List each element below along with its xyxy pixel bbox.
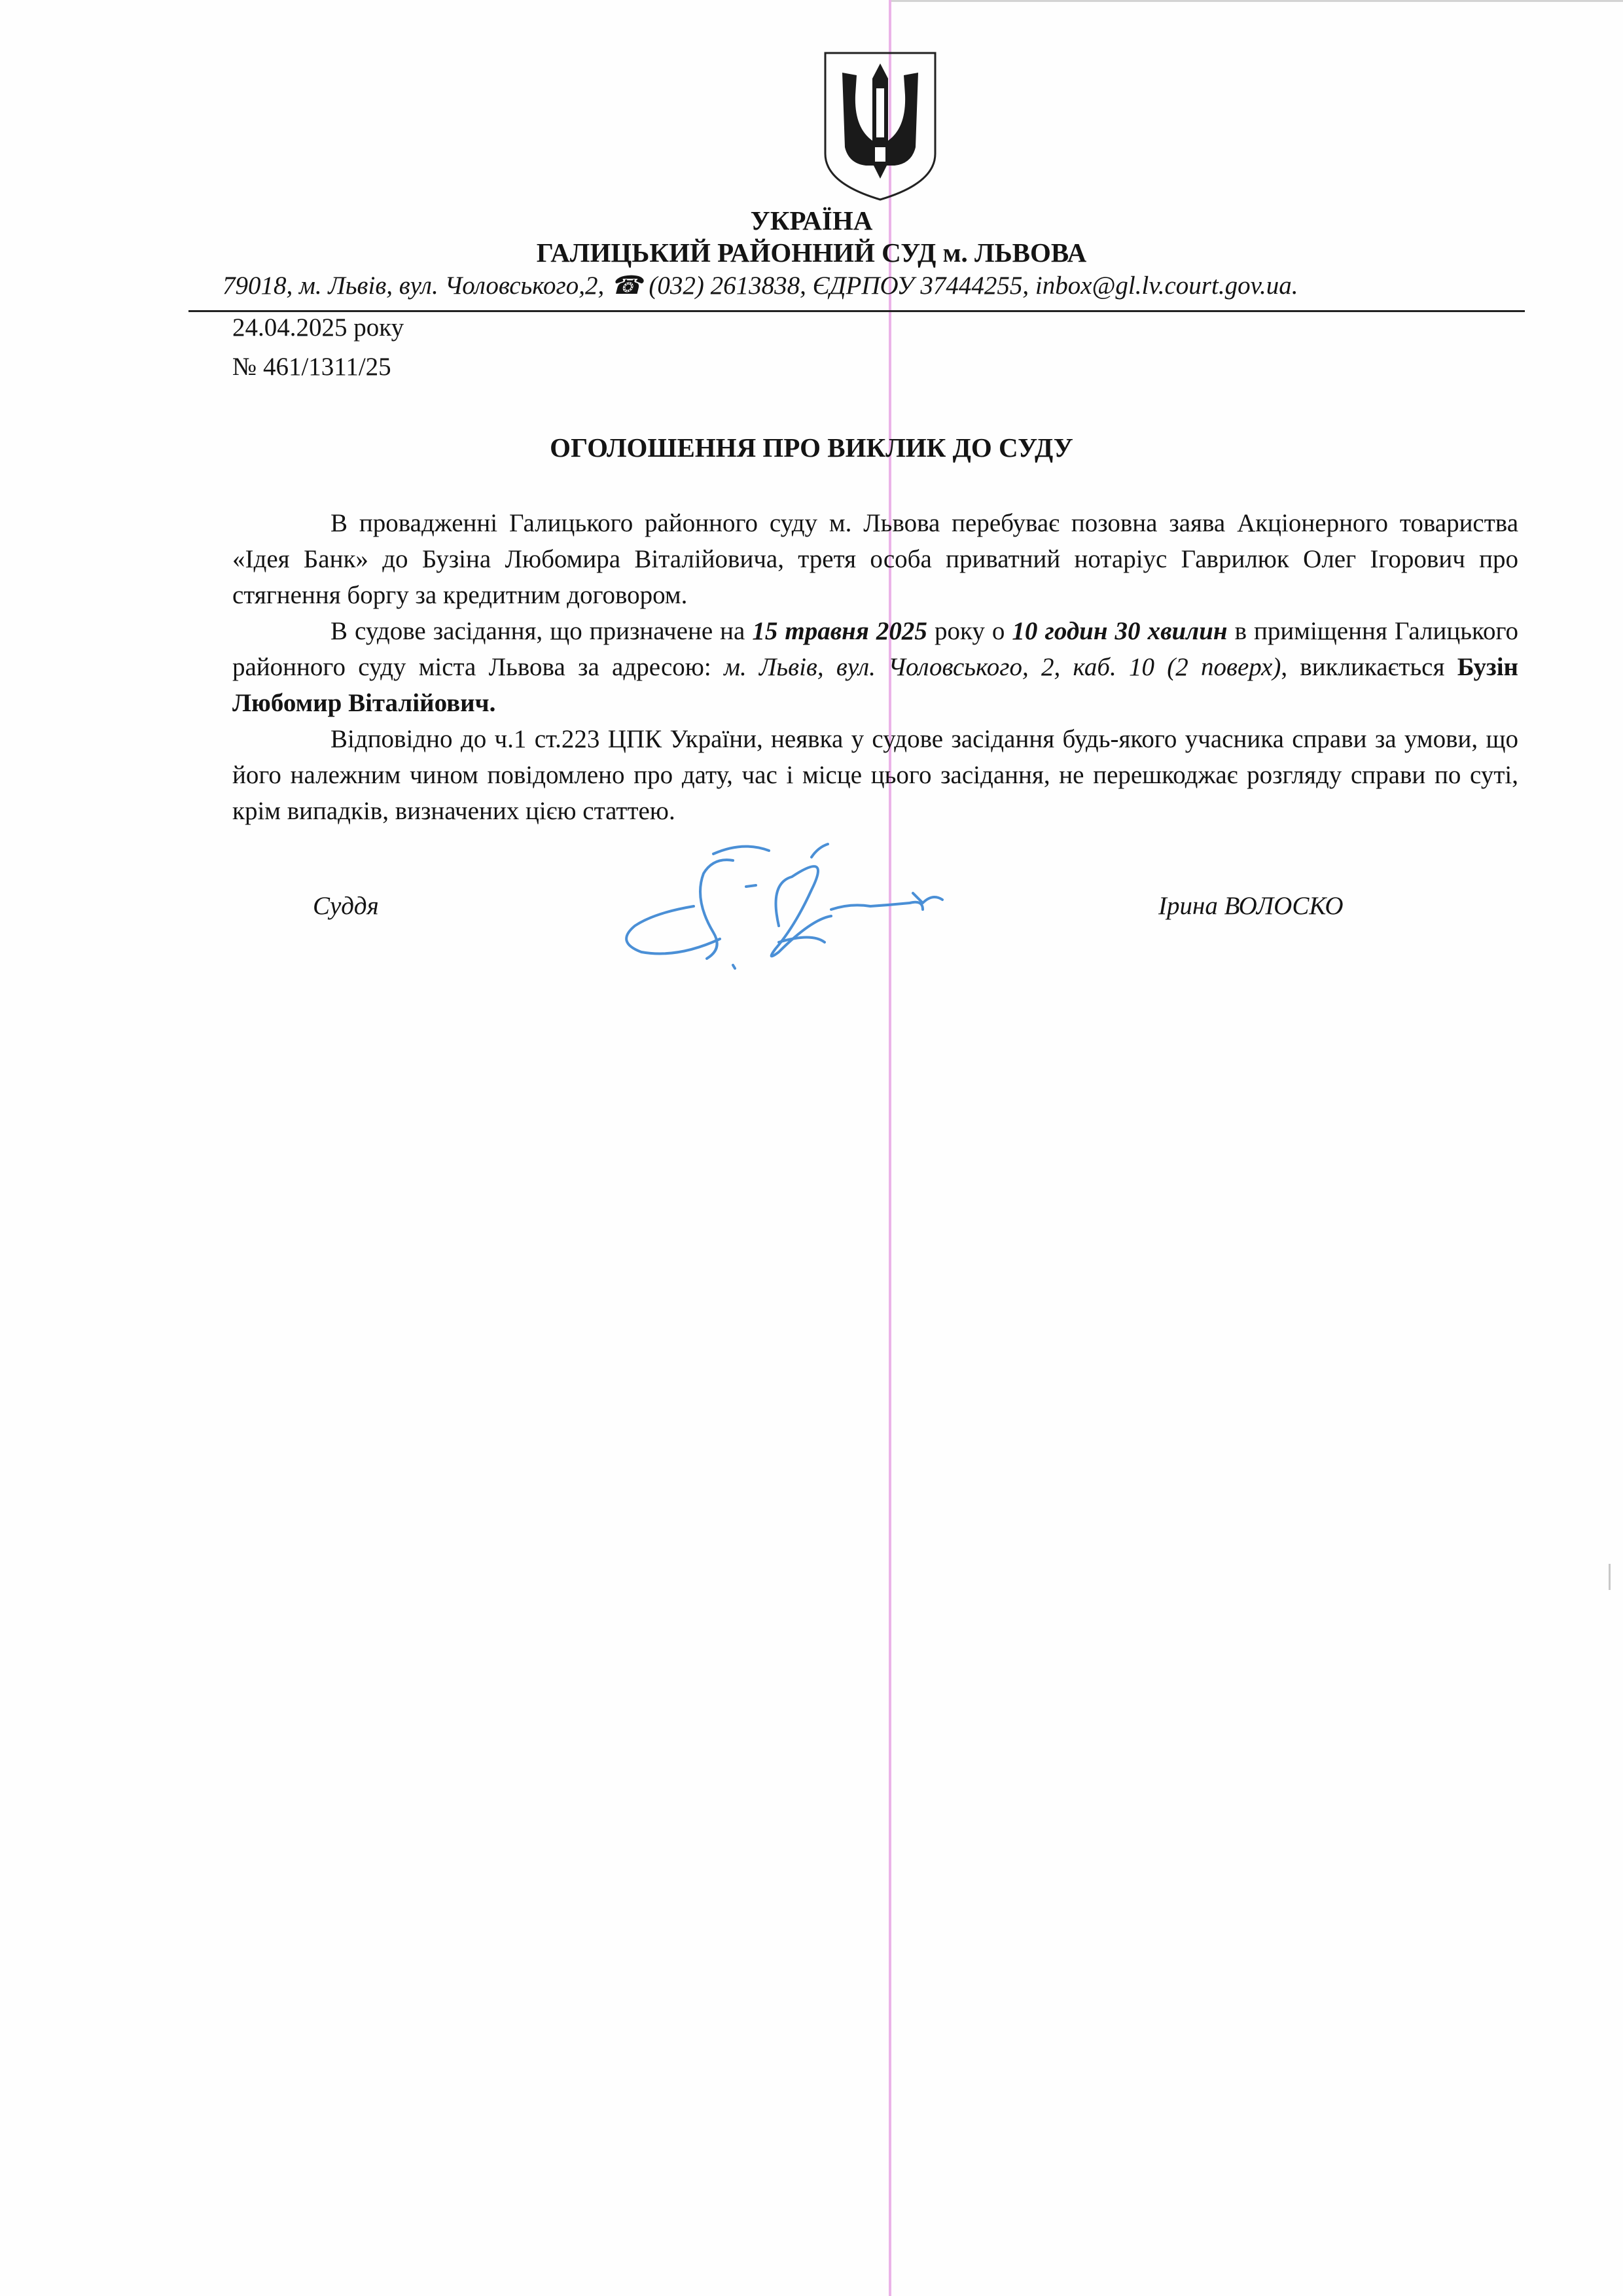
hearing-address: м. Львів, вул. Чоловського, 2, каб. 10 (2 поверх) bbox=[724, 653, 1281, 681]
scan-artifact-top bbox=[891, 0, 1623, 2]
case-number: № 461/1311/25 bbox=[232, 353, 391, 381]
court-address: 79018, м. Львів, вул. Чоловського,2, bbox=[223, 272, 605, 300]
coat-of-arms-icon bbox=[821, 49, 939, 203]
handwritten-signature bbox=[615, 828, 982, 988]
p2-text-b: року о bbox=[934, 617, 1005, 645]
phone-icon: ☎ bbox=[611, 272, 643, 300]
court-phone: (032) 2613838, bbox=[649, 272, 806, 300]
court-email: inbox@gl.lv.court.gov.ua. bbox=[1035, 272, 1298, 300]
hearing-time: 10 годин 30 хвилин bbox=[1012, 617, 1228, 645]
scan-speck bbox=[1609, 1564, 1611, 1590]
signatory-name: Ірина ВОЛОСКО bbox=[1158, 892, 1344, 920]
p2-text-d: , викликається bbox=[1281, 653, 1445, 681]
p2-text-a: В судове засідання, що призначене на bbox=[330, 617, 745, 645]
p2-text-c: в приміщення Галицького районного суду міста Львова за адресою: bbox=[232, 617, 1519, 681]
hearing-date: 15 травня 2025 bbox=[752, 617, 927, 645]
document-body bbox=[232, 505, 1518, 829]
header-divider bbox=[188, 310, 1525, 312]
paragraph-3: Відповідно до ч.1 ст.223 ЦПК України, неявка у судове засідання будь-якого учасника справи за умови, що його належним чином повідомлено про дату, час і місце цього засідання, не перешкоджає розгляду справи по суті, крім випадків, визначених цією статтею. bbox=[232, 725, 1518, 825]
country-heading: УКРАЇНА bbox=[750, 205, 873, 236]
summoned-person: Бузін Любомир Віталійович. bbox=[232, 653, 1518, 717]
court-heading: ГАЛИЦЬКИЙ РАЙОННИЙ СУД м. ЛЬВОВА bbox=[536, 238, 1087, 268]
court-contacts bbox=[223, 271, 1486, 300]
paragraph-1: В провадженні Галицького районного суду м. Львова перебуває позовна заява Акціонерного товариства «Ідея Банк» до Бузіна Любомира Віталійовича, третя особа приватний нотаріус Гаврилюк Олег Ігорович про стягнення боргу за кредитним договором. bbox=[232, 509, 1518, 609]
document-date: 24.04.2025 року bbox=[232, 313, 404, 342]
scan-artifact-line bbox=[889, 0, 891, 2296]
paragraph-2 bbox=[232, 613, 1518, 721]
court-edrpou: ЄДРПОУ 37444255, bbox=[812, 272, 1029, 300]
document-title: ОГОЛОШЕННЯ ПРО ВИКЛИК ДО СУДУ bbox=[550, 433, 1073, 463]
signatory-role: Суддя bbox=[313, 892, 379, 920]
